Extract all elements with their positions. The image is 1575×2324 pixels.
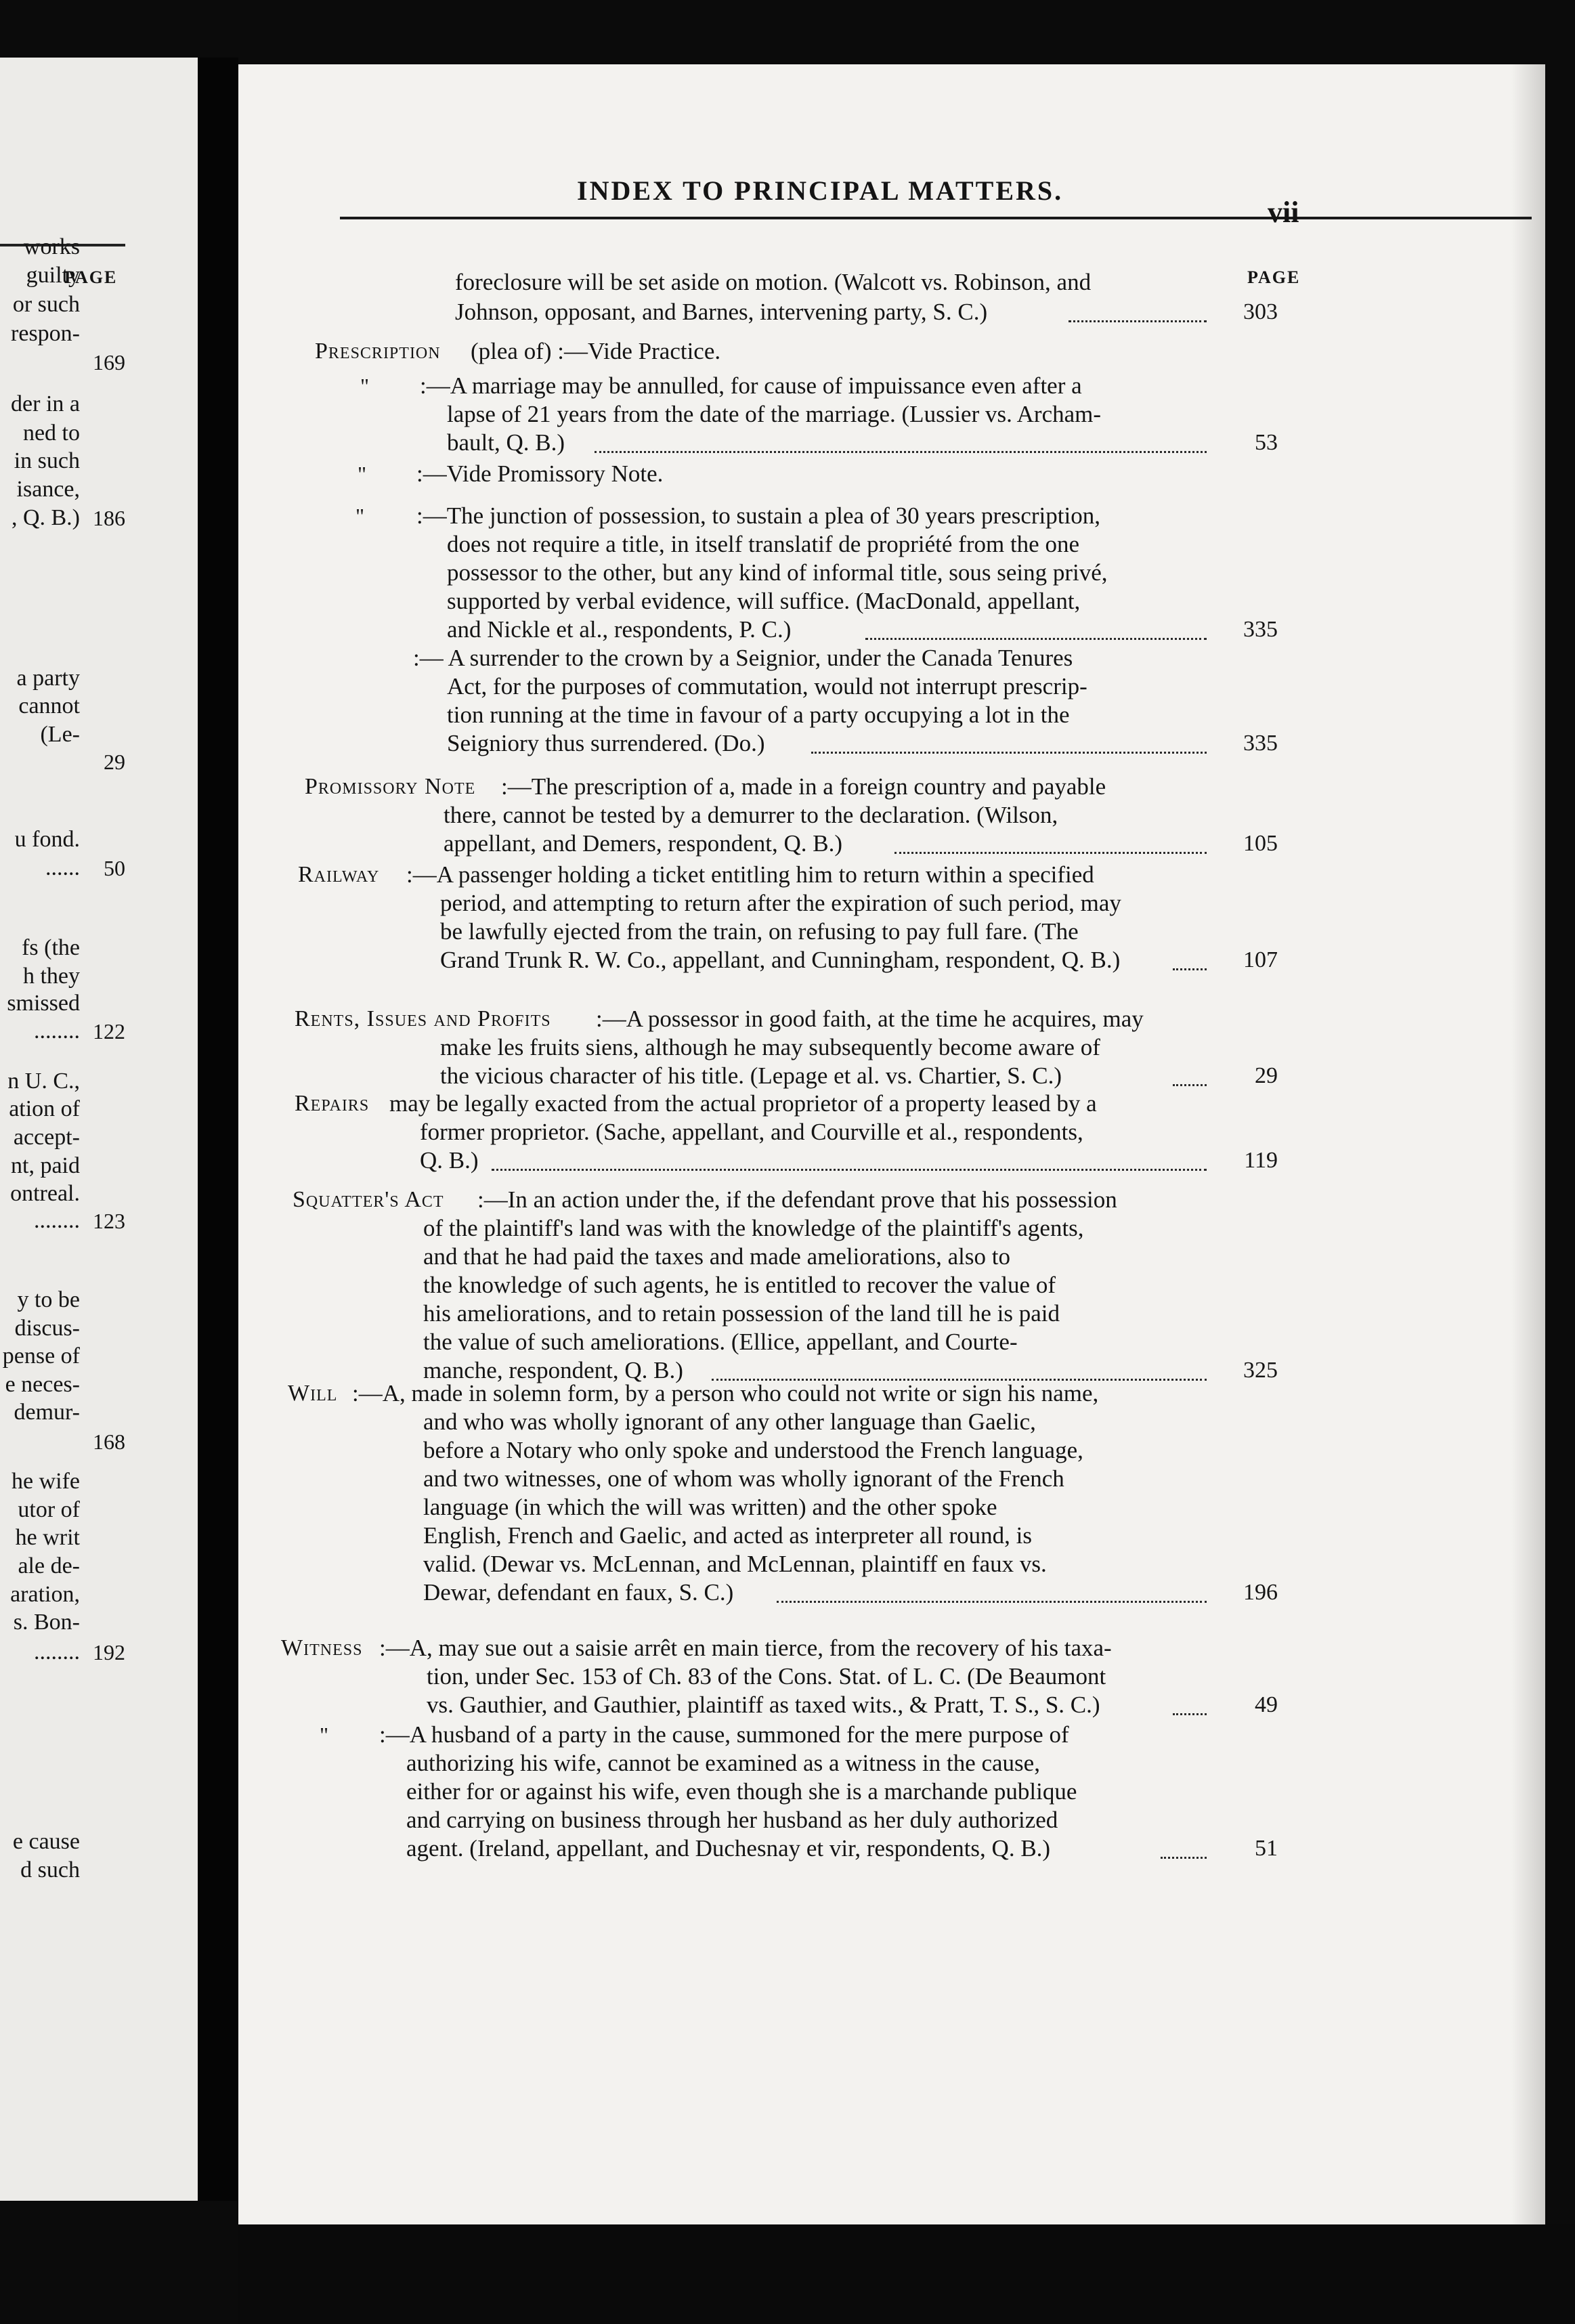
entry-text-line: :—A marriage may be annulled, for cause of impuissance even after a xyxy=(420,372,1082,399)
entry-heading: Railway xyxy=(298,862,380,887)
left-page-line: a party xyxy=(16,666,80,691)
entry-text-line: bault, Q. B.) xyxy=(447,429,565,456)
entry-text-line: period, and attempting to return after the expiration of such period, may xyxy=(440,890,1121,916)
left-page-number: 169 xyxy=(93,350,125,374)
leader-dots xyxy=(811,752,1207,754)
left-page-number: 122 xyxy=(93,1019,125,1043)
book-gutter xyxy=(198,58,238,2201)
entry-text-line: authorizing his wife, cannot be examined as a witness in the cause, xyxy=(406,1750,1040,1776)
entry-text-line: and carrying on business through her husband as her duly authorized xyxy=(406,1807,1058,1833)
page-edge-shadow xyxy=(1511,64,1545,2224)
entry-text-line: and Nickle et al., respondents, P. C.) xyxy=(447,616,792,643)
left-page-number: 192 xyxy=(93,1640,125,1664)
entry-page-number: 325 xyxy=(1243,1358,1278,1383)
left-page-number: 123 xyxy=(93,1209,125,1233)
entry-text-line: :—A passenger holding a ticket entitling him to return within a specified xyxy=(406,861,1094,888)
entry-page-number: 335 xyxy=(1243,731,1278,756)
left-page-line: e neces- xyxy=(5,1372,80,1397)
entry-page-number: 335 xyxy=(1243,617,1278,642)
entry-text-line: there, cannot be tested by a demurrer to the declaration. (Wilson, xyxy=(444,802,1058,828)
leader-dots xyxy=(1173,1713,1207,1715)
entry-text-line: :—A possessor in good faith, at the time he acquires, may xyxy=(596,1006,1144,1032)
entry-text-line: and two witnesses, one of whom was wholly ignorant of the French xyxy=(423,1465,1064,1492)
left-page-line: ned to xyxy=(22,421,80,446)
entry-text-line: English, French and Gaelic, and acted as interpreter all round, is xyxy=(423,1522,1032,1549)
ditto-mark: " xyxy=(320,1723,329,1747)
page-number: vii xyxy=(1268,196,1299,229)
leader-dots xyxy=(595,451,1207,453)
entry-page-number: 119 xyxy=(1244,1148,1278,1173)
entry-page-number: 53 xyxy=(1255,430,1278,455)
entry-text-line: Grand Trunk R. W. Co., appellant, and Cunningham, respondent, Q. B.) xyxy=(440,947,1121,973)
entry-text-line: and who was wholly ignorant of any other language than Gaelic, xyxy=(423,1408,1036,1435)
left-page-number: 186 xyxy=(93,506,125,530)
entry-text-line: tion running at the time in favour of a party occupying a lot in the xyxy=(447,702,1070,728)
left-page-fragment xyxy=(0,58,198,2201)
left-page-label: PAGE xyxy=(64,267,118,287)
left-page-line: ale de- xyxy=(18,1553,80,1578)
left-page-line: utor of xyxy=(18,1497,80,1522)
index-page xyxy=(238,64,1545,2224)
entry-heading: Promissory Note xyxy=(305,774,476,799)
left-page-line: isance, xyxy=(16,477,80,502)
left-page-line: ation of xyxy=(9,1096,80,1121)
left-page-line: h they xyxy=(22,964,80,989)
left-page-line: or such xyxy=(12,292,80,317)
entry-text-line: foreclosure will be set aside on motion. (Walcott vs. Robinson, and xyxy=(455,269,1092,295)
entry-text-line: :—A, made in solemn form, by a person who could not write or sign his name, xyxy=(352,1380,1099,1406)
left-page-line: s. Bon- xyxy=(13,1610,80,1635)
leader-dots xyxy=(777,1601,1207,1603)
left-page-line: , Q. B.) xyxy=(11,505,80,530)
entry-text-line: Q. B.) xyxy=(420,1147,479,1174)
ditto-mark: " xyxy=(355,504,365,528)
left-page-line: ........ xyxy=(34,1208,80,1233)
left-page-line: he writ xyxy=(15,1525,80,1550)
entry-text-line: :— A surrender to the crown by a Seignior, under the Canada Tenures xyxy=(413,645,1073,671)
entry-text-line: manche, respondent, Q. B.) xyxy=(423,1357,683,1383)
left-page-line: smissed xyxy=(7,991,80,1016)
entry-text-line: of the plaintiff's land was with the knowledge of the plaintiff's agents, xyxy=(423,1215,1084,1241)
left-page-line: guilty xyxy=(26,263,80,288)
entry-text-line: tion, under Sec. 153 of Ch. 83 of the Cons. Stat. of L. C. (De Beaumont xyxy=(427,1663,1106,1690)
left-page-line: fs (the xyxy=(22,935,80,960)
entry-text-line: :—A husband of a party in the cause, summoned for the mere purpose of xyxy=(379,1721,1069,1748)
left-page-line: ........ xyxy=(34,1018,80,1043)
entry-text-line: be lawfully ejected from the train, on refusing to pay full fare. (The xyxy=(440,918,1079,945)
entry-heading: Will xyxy=(288,1381,338,1406)
entry-text-line: lapse of 21 years from the date of the marriage. (Lussier vs. Archam- xyxy=(447,401,1102,427)
left-page-line: ...... xyxy=(45,855,80,880)
left-page-line: (Le- xyxy=(40,722,80,747)
left-page-line: u fond. xyxy=(14,827,80,852)
left-page-line: ........ xyxy=(34,1639,80,1664)
entry-text-line: his ameliorations, and to retain possession of the land till he is paid xyxy=(423,1300,1060,1327)
leader-dots xyxy=(1161,1857,1207,1859)
entry-text-line: valid. (Dewar vs. McLennan, and McLennan, plaintiff en faux vs. xyxy=(423,1551,1047,1577)
left-page-line: cannot xyxy=(18,693,80,718)
entry-text-line: Johnson, opposant, and Barnes, intervening party, S. C.) xyxy=(455,299,988,325)
left-page-line: der in a xyxy=(11,391,80,416)
leader-dots xyxy=(894,852,1207,854)
entry-text-line: agent. (Ireland, appellant, and Duchesnay et vir, respondents, Q. B.) xyxy=(406,1835,1051,1862)
entry-text-line: does not require a title, in itself translatif de propriété from the one xyxy=(447,531,1079,557)
entry-page-number: 107 xyxy=(1243,947,1278,972)
entry-page-number: 51 xyxy=(1255,1836,1278,1861)
ditto-mark: " xyxy=(360,374,370,398)
left-page-line: he wife xyxy=(11,1469,80,1494)
header-rule xyxy=(340,217,1532,219)
left-page-number: 29 xyxy=(104,750,125,774)
entry-text-line: language (in which the will was written) and the other spoke xyxy=(423,1494,997,1520)
entry-text-line: Seigniory thus surrendered. (Do.) xyxy=(447,730,765,756)
entry-text-line: :—The prescription of a, made in a foreign country and payable xyxy=(501,773,1106,800)
left-page-line: demur- xyxy=(14,1400,80,1425)
left-page-line: in such xyxy=(14,448,80,473)
entry-text-line: supported by verbal evidence, will suffice. (MacDonald, appellant, xyxy=(447,588,1081,614)
entry-text-line: and that he had paid the taxes and made ameliorations, also to xyxy=(423,1243,1010,1270)
leader-dots xyxy=(1069,320,1207,322)
entry-heading: Repairs xyxy=(295,1091,370,1116)
leader-dots xyxy=(865,638,1207,640)
left-page-line: ontreal. xyxy=(10,1181,80,1206)
entry-text-line: before a Notary who only spoke and understood the French language, xyxy=(423,1437,1083,1463)
left-page-line: accept- xyxy=(13,1125,80,1150)
left-page-line: works xyxy=(23,234,80,259)
left-page-number: 50 xyxy=(104,856,125,880)
entry-page-number: 29 xyxy=(1255,1063,1278,1088)
entry-text-line: may be legally exacted from the actual proprietor of a property leased by a xyxy=(389,1090,1097,1117)
left-page-line: d such xyxy=(20,1857,80,1882)
page-column-label: PAGE xyxy=(1247,267,1301,287)
entry-text-line: the knowledge of such agents, he is entitled to recover the value of xyxy=(423,1272,1056,1298)
entry-text-line: Dewar, defendant en faux, S. C.) xyxy=(423,1579,734,1606)
left-page-line: respon- xyxy=(11,321,80,346)
entry-text-line: vs. Gauthier, and Gauthier, plaintiff as taxed wits., & Pratt, T. S., S. C.) xyxy=(427,1692,1100,1718)
entry-text-line: :—Vide Promissory Note. xyxy=(416,460,664,487)
leader-dots xyxy=(1173,968,1207,970)
entry-heading: Rents, Issues and Profits xyxy=(295,1006,551,1031)
entry-heading: Witness xyxy=(281,1635,363,1660)
left-page-line: discus- xyxy=(14,1316,80,1341)
entry-text-line: :—A, may sue out a saisie arrêt en main tierce, from the recovery of his taxa- xyxy=(379,1635,1112,1661)
left-page-line: y to be xyxy=(17,1287,80,1312)
entry-page-number: 196 xyxy=(1243,1580,1278,1605)
entry-text-line: possessor to the other, but any kind of informal title, sous seing privé, xyxy=(447,559,1108,586)
left-page-line: n U. C., xyxy=(7,1069,80,1094)
left-page-line: e cause xyxy=(12,1829,80,1854)
entry-page-number: 105 xyxy=(1243,831,1278,856)
entry-text-line: Act, for the purposes of commutation, would not interrupt prescrip- xyxy=(447,673,1087,700)
leader-dots xyxy=(1173,1084,1207,1086)
entry-page-number: 303 xyxy=(1243,299,1278,324)
entry-text-line: either for or against his wife, even though she is a marchande publique xyxy=(406,1778,1077,1805)
left-page-line: aration, xyxy=(10,1582,80,1607)
page-title: INDEX TO PRINCIPAL MATTERS. xyxy=(577,175,1064,206)
left-page-line: nt, paid xyxy=(11,1153,80,1178)
entry-text-line: the vicious character of his title. (Lepage et al. vs. Chartier, S. C.) xyxy=(440,1062,1062,1089)
entry-heading-tail: (plea of) :—Vide Practice. xyxy=(471,338,721,364)
scan-bottom-border xyxy=(238,2224,1575,2324)
entry-heading: Squatter's Act xyxy=(293,1187,444,1212)
entry-text-line: :—In an action under the, if the defendant prove that his possession xyxy=(477,1186,1117,1213)
leader-dots xyxy=(492,1169,1207,1171)
entry-text-line: appellant, and Demers, respondent, Q. B.) xyxy=(444,830,843,857)
left-page-line: pense of xyxy=(2,1343,80,1369)
entry-heading: Prescription xyxy=(315,339,441,364)
entry-text-line: the value of such ameliorations. (Ellice, appellant, and Courte- xyxy=(423,1329,1018,1355)
entry-text-line: :—The junction of possession, to sustain a plea of 30 years prescription, xyxy=(416,502,1100,529)
entry-text-line: former proprietor. (Sache, appellant, and Courville et al., respondents, xyxy=(420,1119,1083,1145)
entry-text-line: make les fruits siens, although he may subsequently become aware of xyxy=(440,1034,1100,1060)
ditto-mark: " xyxy=(358,462,367,486)
entry-page-number: 49 xyxy=(1255,1692,1278,1717)
left-page-number: 168 xyxy=(93,1429,125,1454)
